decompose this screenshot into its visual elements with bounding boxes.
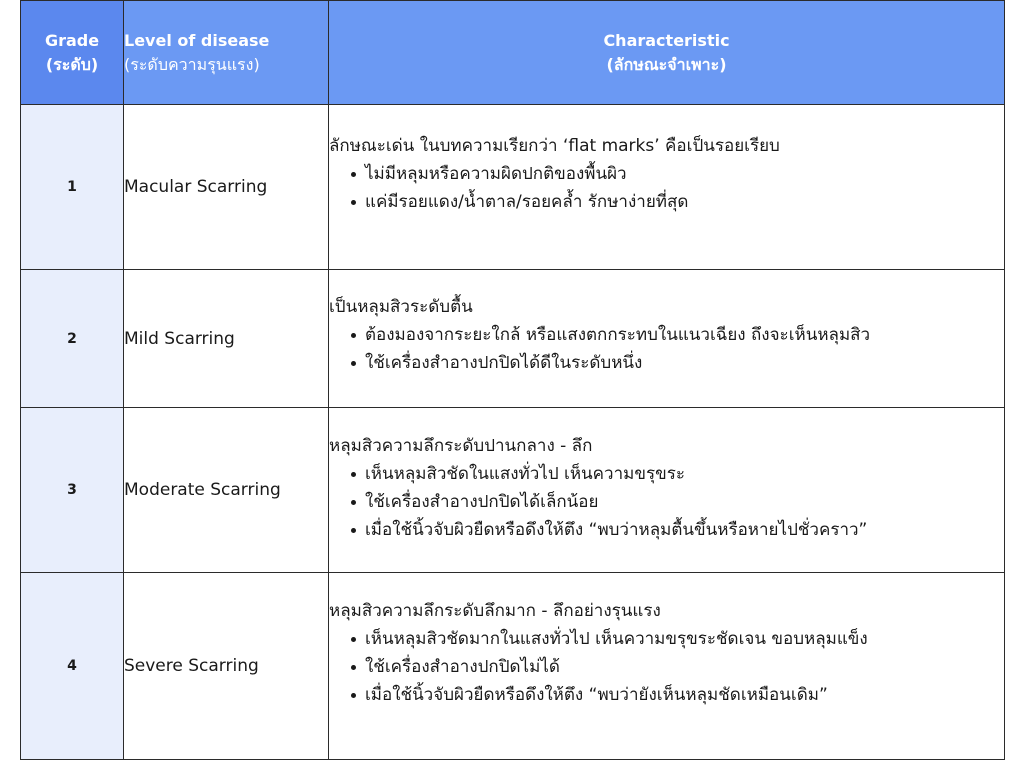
list-item: ไม่มีหลุมหรือความผิดปกติของพื้นผิว	[351, 160, 1004, 188]
characteristic-lead: ลักษณะเด่น ในบทความเรียกว่า ‘flat marks’ คือเป็นรอยเรียบ	[329, 136, 780, 156]
header-char-sub: (ลักษณะจำเพาะ)	[606, 54, 727, 74]
characteristic-cell	[329, 270, 1005, 408]
characteristic-bullets	[329, 160, 1004, 216]
table-row	[21, 270, 1005, 408]
characteristic-lead: เป็นหลุมสิวระดับตื้น	[329, 297, 473, 317]
characteristic-bullets	[329, 321, 1004, 377]
list-item: แค่มีรอยแดง/น้ำตาล/รอยคล้ำ รักษาง่ายที่สุด	[351, 188, 1004, 216]
list-item: ใช้เครื่องสำอางปกปิดได้เล็กน้อย	[351, 488, 1004, 516]
header-char-label: Characteristic	[603, 30, 730, 50]
characteristic-cell	[329, 573, 1005, 760]
list-item: ใช้เครื่องสำอางปกปิดได้ดีในระดับหนึ่ง	[351, 349, 1004, 377]
header-grade	[21, 1, 124, 105]
table-header-row	[21, 1, 1005, 105]
grade-cell: 3	[21, 408, 124, 573]
header-level-label: Level of disease	[124, 30, 270, 50]
grade-cell: 1	[21, 105, 124, 270]
list-item: เมื่อใช้นิ้วจับผิวยืดหรือดึงให้ตึง “พบว่ายังเห็นหลุมชัดเหมือนเดิม”	[351, 681, 1004, 709]
characteristic-lead: หลุมสิวความลึกระดับปานกลาง - ลึก	[329, 436, 593, 456]
header-level	[124, 1, 329, 105]
table-row	[21, 573, 1005, 760]
grade-cell: 4	[21, 573, 124, 760]
level-cell: Macular Scarring	[124, 105, 329, 270]
table-row	[21, 105, 1005, 270]
characteristic-cell	[329, 408, 1005, 573]
characteristic-lead: หลุมสิวความลึกระดับลึกมาก - ลึกอย่างรุนแรง	[329, 601, 661, 621]
list-item: ใช้เครื่องสำอางปกปิดไม่ได้	[351, 653, 1004, 681]
level-cell: Severe Scarring	[124, 573, 329, 760]
characteristic-cell	[329, 105, 1005, 270]
list-item: เห็นหลุมสิวชัดในแสงทั่วไป เห็นความขรุขระ	[351, 460, 1004, 488]
header-grade-label: Grade	[44, 30, 100, 50]
header-characteristic	[329, 1, 1005, 105]
list-item: เห็นหลุมสิวชัดมากในแสงทั่วไป เห็นความขรุขระชัดเจน ขอบหลุมแข็ง	[351, 625, 1004, 653]
list-item: ต้องมองจากระยะใกล้ หรือแสงตกกระทบในแนวเฉียง ถึงจะเห็นหลุมสิว	[351, 321, 1004, 349]
header-level-sub: (ระดับความรุนแรง)	[124, 54, 260, 74]
grade-cell: 2	[21, 270, 124, 408]
acne-scar-grading-table	[20, 0, 1005, 760]
level-cell: Mild Scarring	[124, 270, 329, 408]
header-grade-sub: (ระดับ)	[45, 54, 99, 74]
list-item: เมื่อใช้นิ้วจับผิวยืดหรือดึงให้ตึง “พบว่าหลุมตื้นขึ้นหรือหายไปชั่วคราว”	[351, 516, 1004, 544]
characteristic-bullets	[329, 625, 1004, 709]
characteristic-bullets	[329, 460, 1004, 544]
table-row	[21, 408, 1005, 573]
level-cell: Moderate Scarring	[124, 408, 329, 573]
